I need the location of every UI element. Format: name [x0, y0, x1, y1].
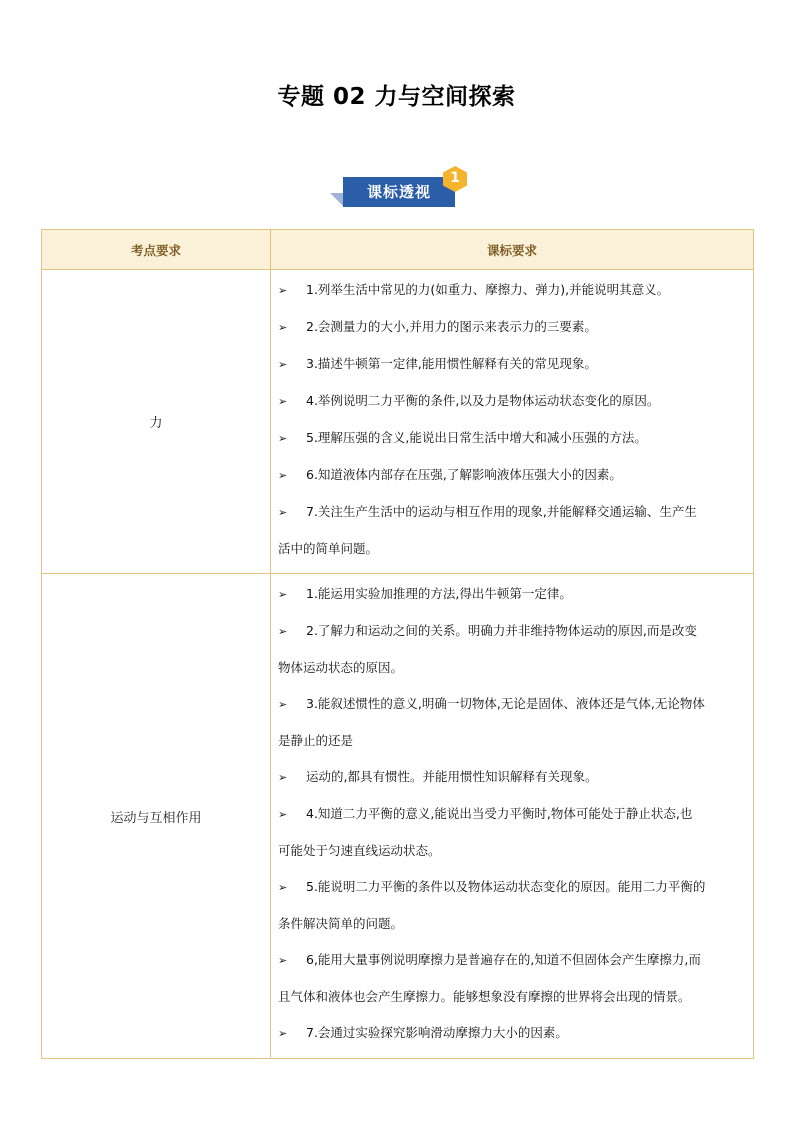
- requirement-line: [278, 942, 745, 979]
- requirement-text: 1.列举生活中常见的力(如重力、摩擦力、弹力),并能说明其意义。: [306, 282, 670, 297]
- requirements-table: [41, 229, 754, 1059]
- requirement-line: [278, 531, 745, 567]
- requirement-line: [278, 869, 745, 906]
- table-row: [42, 574, 754, 1059]
- arrow-bullet-icon: ➢: [278, 506, 288, 519]
- table-row: [42, 270, 754, 574]
- requirement-line: [278, 759, 745, 796]
- requirement-text: 4.举例说明二力平衡的条件,以及力是物体运动状态变化的原因。: [306, 393, 660, 408]
- requirement-text: 6.知道液体内部存在压强,了解影响液体压强大小的因素。: [306, 467, 622, 482]
- arrow-bullet-icon: ➢: [278, 358, 288, 371]
- section-banner: [330, 165, 470, 211]
- requirement-line: [278, 309, 745, 346]
- page-title: 专题 02 力与空间探索: [277, 84, 516, 110]
- arrow-bullet-icon: ➢: [278, 284, 288, 297]
- arrow-bullet-icon: ➢: [278, 625, 288, 638]
- table-body: [42, 270, 754, 1059]
- requirement-line: [278, 383, 745, 420]
- requirement-line: [278, 420, 745, 457]
- requirement-text: 7.关注生产生活中的运动与相互作用的现象,并能解释交通运输、生产生: [306, 504, 697, 519]
- requirement-line: [278, 796, 745, 833]
- banner-fold: [330, 193, 344, 207]
- requirement-text: 5.理解压强的含义,能说出日常生活中增大和减小压强的方法。: [306, 430, 647, 445]
- requirement-text: 2.了解力和运动之间的关系。明确力并非维持物体运动的原因,而是改变: [306, 623, 697, 638]
- arrow-bullet-icon: ➢: [278, 698, 288, 711]
- requirement-text: 2.会测量力的大小,并用力的图示来表示力的三要素。: [306, 319, 597, 334]
- topic-cell: 运动与互相作用: [42, 574, 271, 1059]
- requirement-line: [278, 272, 745, 309]
- requirement-line: [278, 613, 745, 650]
- arrow-bullet-icon: ➢: [278, 432, 288, 445]
- header-requirements: 课标要求: [271, 230, 754, 270]
- requirement-text: 物体运动状态的原因。: [278, 660, 404, 675]
- requirement-line: [278, 686, 745, 723]
- requirement-text: 且气体和液体也会产生摩擦力。能够想象没有摩擦的世界将会出现的情景。: [278, 989, 691, 1004]
- arrow-bullet-icon: ➢: [278, 954, 288, 967]
- requirement-text: 7.会通过实验探究影响滑动摩擦力大小的因素。: [306, 1025, 568, 1040]
- requirement-text: 活中的简单问题。: [278, 541, 379, 556]
- requirement-text: 运动的,都具有惯性。并能用惯性知识解释有关现象。: [306, 769, 598, 784]
- hexagon-badge-icon: [441, 165, 469, 193]
- requirement-line: [278, 833, 745, 869]
- requirements-cell: [271, 270, 754, 574]
- requirement-line: [278, 346, 745, 383]
- arrow-bullet-icon: ➢: [278, 588, 288, 601]
- requirement-text: 4.知道二力平衡的意义,能说出当受力平衡时,物体可能处于静止状态,也: [306, 806, 693, 821]
- requirement-text: 5.能说明二力平衡的条件以及物体运动状态变化的原因。能用二力平衡的: [306, 879, 706, 894]
- table-header-row: [42, 230, 754, 270]
- arrow-bullet-icon: ➢: [278, 881, 288, 894]
- arrow-bullet-icon: ➢: [278, 395, 288, 408]
- arrow-bullet-icon: ➢: [278, 771, 288, 784]
- arrow-bullet-icon: ➢: [278, 321, 288, 334]
- requirement-text: 6,能用大量事例说明摩擦力是普遍存在的,知道不但固体会产生摩擦力,而: [306, 952, 701, 967]
- arrow-bullet-icon: ➢: [278, 1027, 288, 1040]
- requirement-text: 是静止的还是: [278, 733, 354, 748]
- requirement-text: 1.能运用实验加推理的方法,得出牛顿第一定律。: [306, 586, 572, 601]
- requirement-line: [278, 979, 745, 1015]
- requirement-line: [278, 457, 745, 494]
- requirement-line: [278, 576, 745, 613]
- badge-number: 1: [450, 170, 460, 186]
- header-topic: 考点要求: [42, 230, 271, 270]
- arrow-bullet-icon: ➢: [278, 469, 288, 482]
- requirements-cell: [271, 574, 754, 1059]
- requirement-text: 可能处于匀速直线运动状态。: [278, 843, 441, 858]
- requirement-line: [278, 494, 745, 531]
- requirement-text: 3.能叙述惯性的意义,明确一切物体,无论是固体、液体还是气体,无论物体: [306, 696, 705, 711]
- requirement-line: [278, 650, 745, 686]
- requirement-line: [278, 723, 745, 759]
- topic-cell: 力: [42, 270, 271, 574]
- requirement-line: [278, 906, 745, 942]
- requirement-line: [278, 1015, 745, 1052]
- requirement-text: 3.描述牛顿第一定律,能用惯性解释有关的常见现象。: [306, 356, 597, 371]
- arrow-bullet-icon: ➢: [278, 808, 288, 821]
- requirement-text: 条件解决简单的问题。: [278, 916, 404, 931]
- banner-label: 课标透视: [343, 177, 455, 207]
